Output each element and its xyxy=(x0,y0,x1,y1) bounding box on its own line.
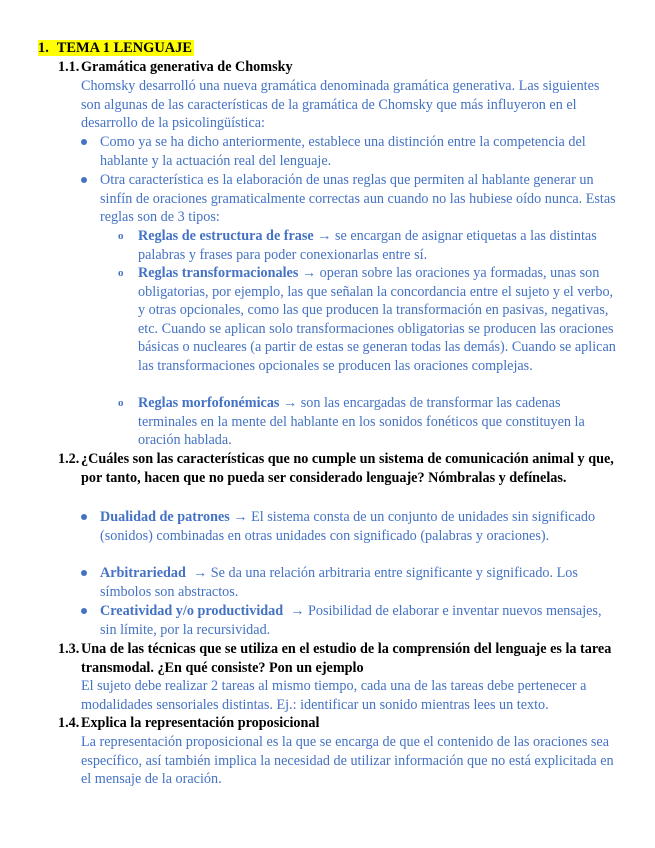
bullet-text xyxy=(100,602,621,639)
subsection-number: 1.3. xyxy=(58,641,80,657)
sub-bullet-item xyxy=(118,264,618,376)
bullet-dot-icon xyxy=(81,139,87,145)
answer-paragraph: El sujeto debe realizar 2 tareas al mismo tiempo, cada una de las tareas debe pertenecer a modalidades sensoriales distintas. Ej.: identificar un sonido mientras lees un texto. xyxy=(81,678,587,713)
bullet-item xyxy=(81,508,621,545)
bullet-dot-icon xyxy=(81,570,87,576)
rule-description: operan sobre las oraciones ya formadas, unas son obligatorias, por ejemplo, las que señalan la concordancia entre el sujeto y el verbo, y otras opcionales, como las que producen la transformación en pasivas, negativas, etc. Cuando se aplican solo transformaciones obligatorias se producen las oraciones básicas o nucleares (a partir de estas se generan todas las demás). Cuando se aplican las transformaciones opcionales se producen las oraciones complejas. xyxy=(138,265,616,374)
bullet-item xyxy=(81,133,621,170)
arrow-icon: → xyxy=(301,265,317,281)
feature-term: Creatividad y/o productividad xyxy=(100,603,284,619)
rule-term: Reglas morfofonémicas xyxy=(138,395,280,411)
bullet-item xyxy=(81,564,621,601)
subsection-number: 1.1. xyxy=(58,59,80,75)
heading-highlight xyxy=(38,40,194,56)
bullet-text xyxy=(100,508,621,545)
bullet-text: Como ya se ha dicho anteriormente, establece una distinción entre la competencia del hablante y la actuación real del lenguaje. xyxy=(100,134,586,169)
arrow-icon: → xyxy=(233,509,248,525)
intro-paragraph: Chomsky desarrolló una nueva gramática denominada gramática generativa. Las siguientes son algunas de las características de la gramática de Chomsky que más influyeron en el desarrollo de la psicolingüística: xyxy=(81,78,600,132)
feature-term: Dualidad de patrones xyxy=(100,509,230,525)
feature-description: Se da una relación arbitraria entre significante y significado. Los símbolos son abstractos. xyxy=(100,565,578,600)
circle-bullet-icon: o xyxy=(118,397,124,409)
subsection-title: Una de las técnicas que se utiliza en el estudio de la comprensión del lenguaje es la tarea transmodal. ¿En qué consiste? Pon un ejemplo xyxy=(81,641,612,676)
circle-bullet-icon: o xyxy=(118,267,124,279)
subsection-heading-1-1 xyxy=(58,58,293,77)
subsection-number: 1.4. xyxy=(58,715,80,731)
answer-paragraph: La representación proposicional es la que se encarga de que el contenido de las oraciones sea específico, así también implica la necesidad de utilizar información que no está explicitada en el mensaje de la oración. xyxy=(81,734,614,788)
bullet-text xyxy=(100,564,621,601)
bullet-item xyxy=(81,171,621,227)
subsection-heading-1-3 xyxy=(58,640,618,677)
arrow-icon: → xyxy=(290,603,305,619)
sub-bullet-item xyxy=(118,394,618,450)
subsection-heading-1-4 xyxy=(58,714,319,733)
bullet-dot-icon xyxy=(81,608,87,614)
rule-term: Reglas transformacionales xyxy=(138,265,299,281)
subsection-title: ¿Cuáles son las características que no cumple un sistema de comunicación animal y que, por tanto, hacen que no pueda ser considerado lenguaje? Nómbralas y defínelas. xyxy=(81,451,614,486)
sub-bullet-text xyxy=(138,227,618,264)
section-title: TEMA 1 LENGUAJE xyxy=(56,40,192,56)
feature-description: El sistema consta de un conjunto de unidades sin significado (sonidos) combinadas en otras unidades con significado (palabras y oraciones). xyxy=(100,509,596,544)
sub-bullet-item xyxy=(118,227,618,264)
bullet-item xyxy=(81,602,621,639)
section-heading xyxy=(38,39,194,58)
subsection-title: Explica la representación proposicional xyxy=(81,715,320,731)
section-number: 1. xyxy=(38,40,49,56)
arrow-icon: → xyxy=(317,228,332,244)
feature-description: Posibilidad de elaborar e inventar nuevos mensajes, sin límite, por la recursividad. xyxy=(100,603,602,638)
rule-description: se encargan de asignar etiquetas a las distintas palabras y frases para poder conexionarlas entre sí. xyxy=(138,228,597,263)
arrow-icon: → xyxy=(193,565,208,581)
rule-term: Reglas de estructura de frase xyxy=(138,228,314,244)
sub-bullet-text xyxy=(138,264,618,376)
sub-bullet-text xyxy=(138,394,618,450)
bullet-dot-icon xyxy=(81,177,87,183)
circle-bullet-icon: o xyxy=(118,230,124,242)
bullet-dot-icon xyxy=(81,514,87,520)
rule-description: son las encargadas de transformar las cadenas terminales en la mente del hablante en los sonidos fonéticos que constituyen la oración hablada. xyxy=(138,395,585,449)
arrow-icon: → xyxy=(283,395,298,411)
subsection-number: 1.2. xyxy=(58,451,80,467)
feature-term: Arbitrariedad xyxy=(100,565,186,581)
subsection-title: Gramática generativa de Chomsky xyxy=(81,59,293,75)
subsection-heading-1-2 xyxy=(58,450,618,487)
bullet-text: Otra característica es la elaboración de unas reglas que permiten al hablante generar un sinfín de oraciones gramaticalmente correctas aun cuando no las hubiese oído nunca. Estas reglas son de 3 tipos: xyxy=(100,172,616,226)
